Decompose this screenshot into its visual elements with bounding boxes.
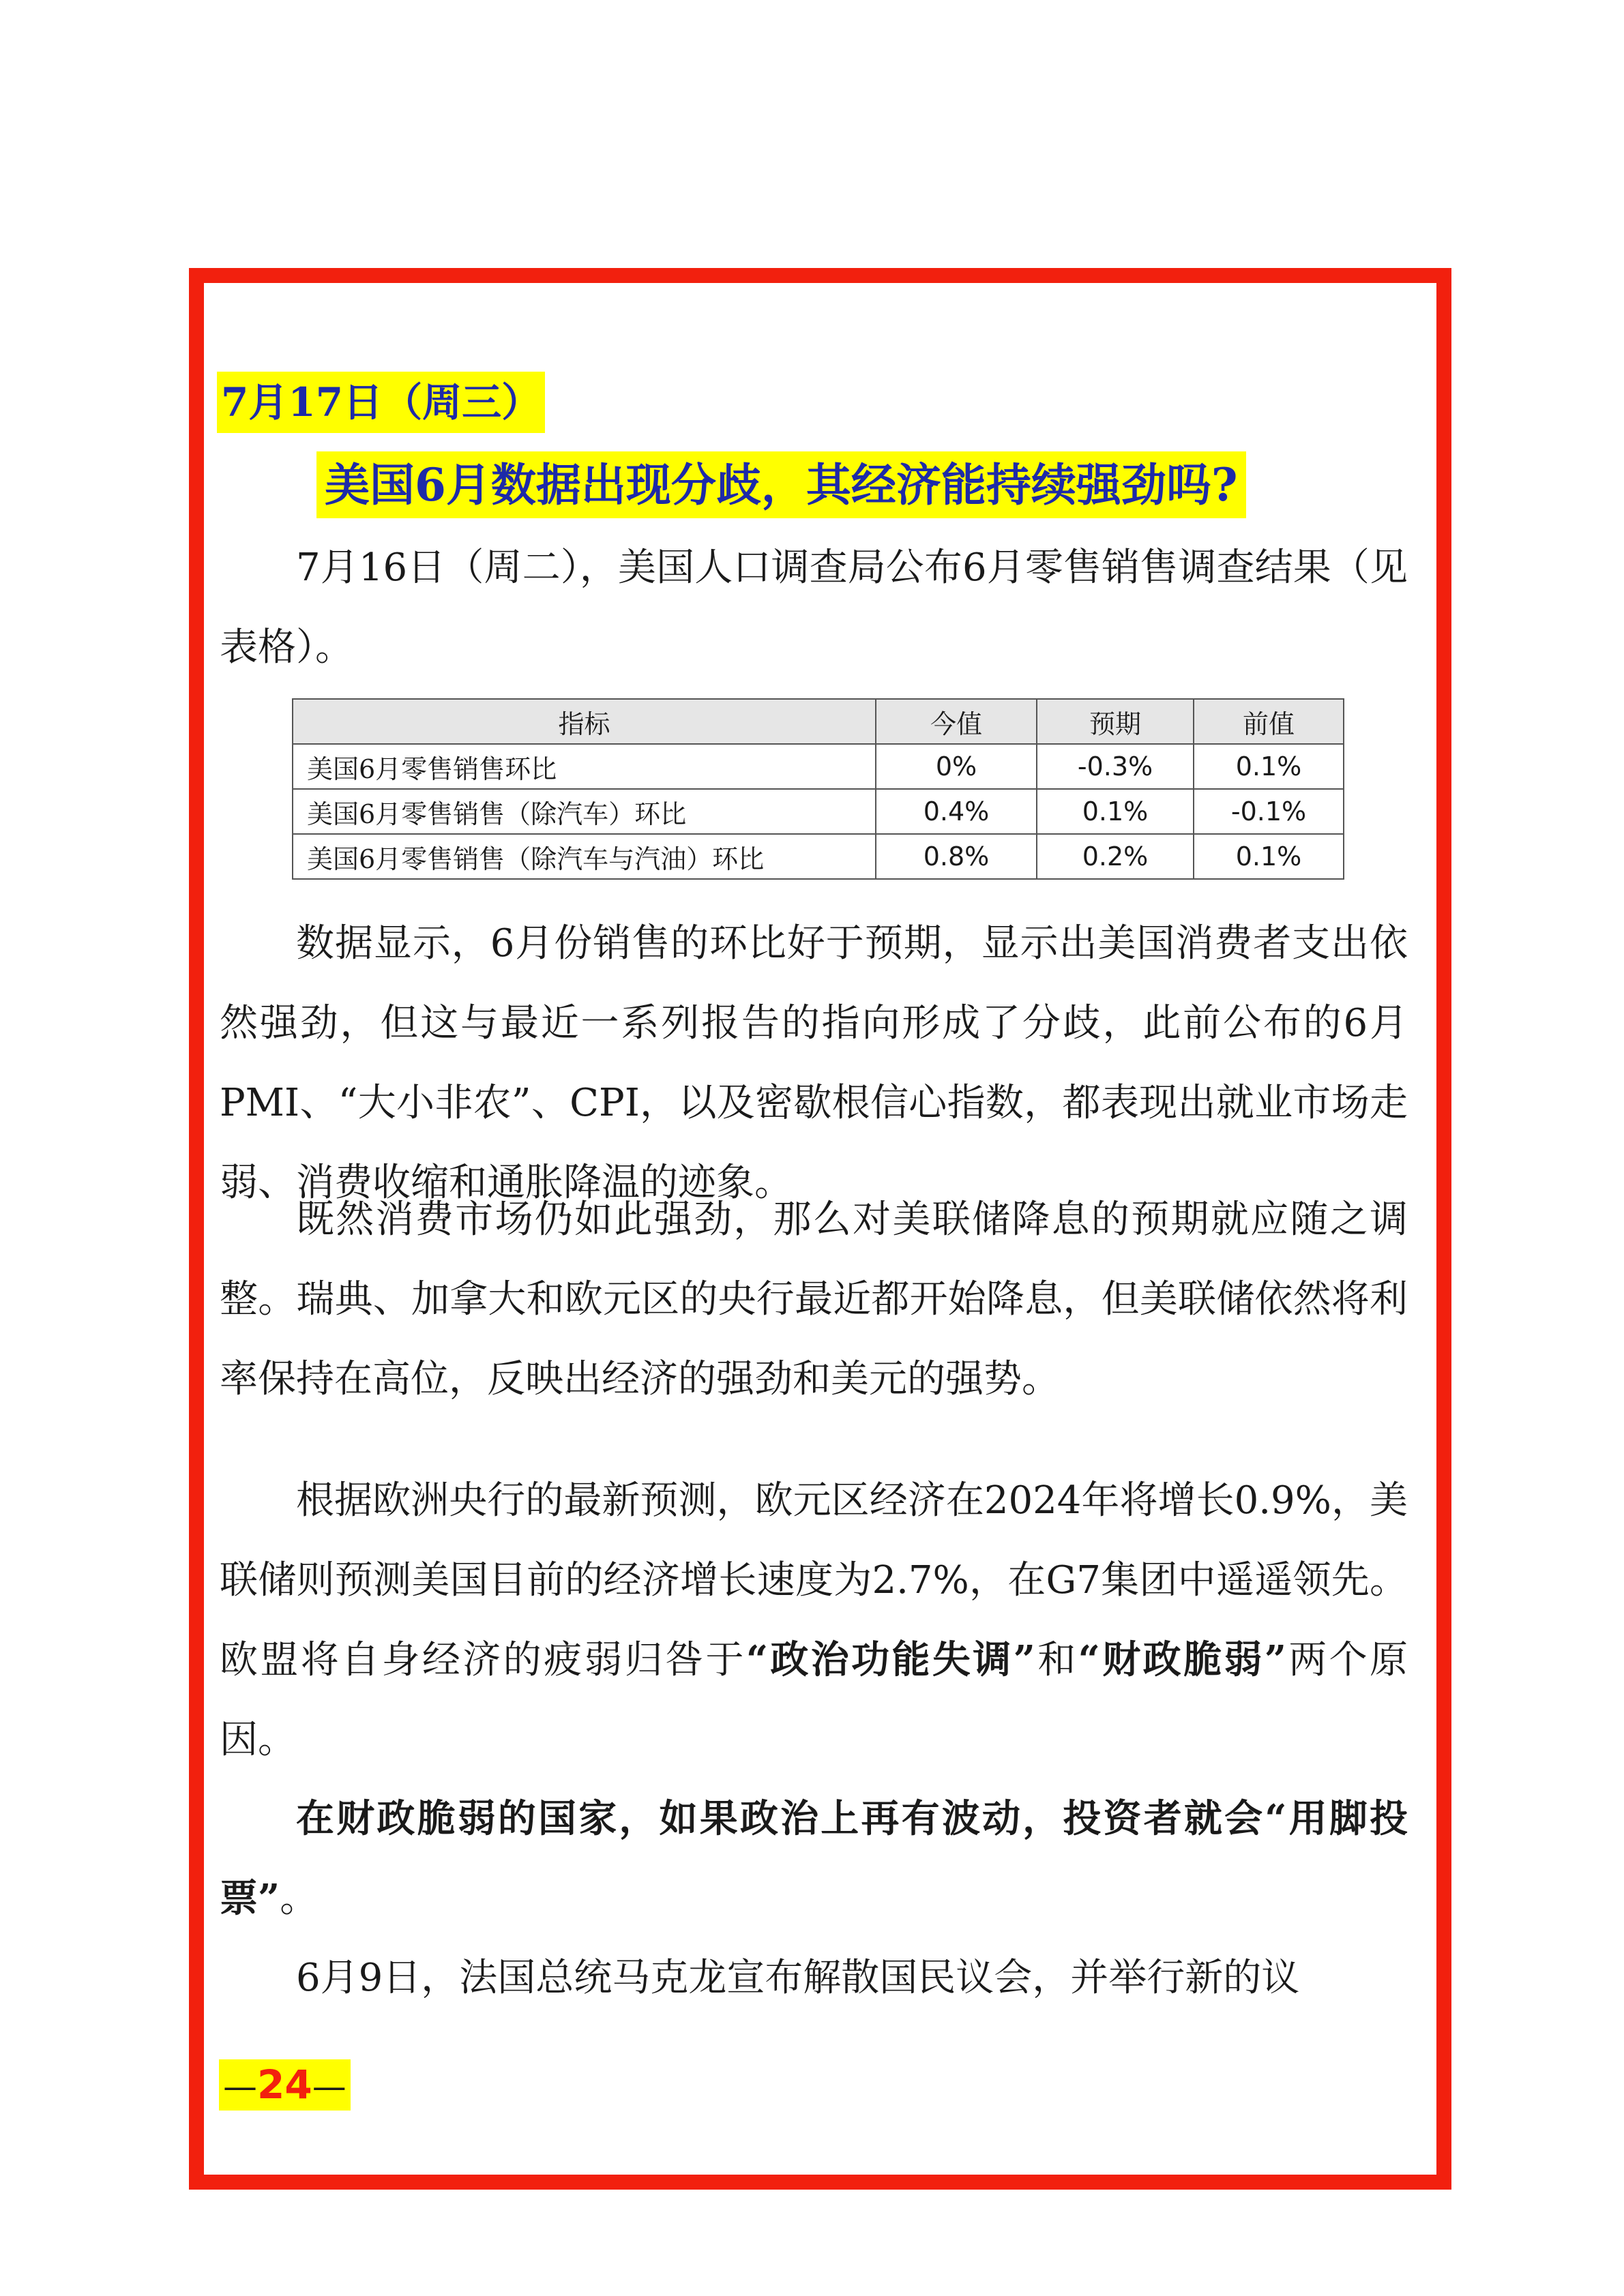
page-dash-right: — [312, 2067, 346, 2106]
page-number: 24 [257, 2061, 312, 2108]
page-number-footer [219, 2059, 351, 2111]
header-previous: 前值 [1194, 699, 1344, 744]
cell-forecast: -0.3% [1037, 744, 1194, 789]
cell-forecast: 0.1% [1037, 789, 1194, 834]
p5-bold-text: 在财政脆弱的国家，如果政治上再有波动，投资者就会“用脚投票” [220, 1796, 1408, 1921]
paragraph-investor-vote [220, 1779, 1408, 1939]
p4-bold-political: “政治功能失调” [745, 1637, 1035, 1682]
cell-previous: 0.1% [1194, 834, 1344, 879]
cell-previous: 0.1% [1194, 744, 1344, 789]
paragraph-intro: 7月16日（周二），美国人口调查局公布6月零售销售调查结果（见表格）。 [220, 546, 1408, 670]
cell-indicator: 美国6月零售销售环比 [293, 744, 876, 789]
p4-bold-fiscal: “财政脆弱” [1078, 1637, 1286, 1682]
cell-indicator: 美国6月零售销售（除汽车与汽油）环比 [293, 834, 876, 879]
p4-text-part1: 根据欧洲央行的最新预测，欧元区经济在2024年将增长0.9%，美联储则预测美国目前的经济增长速度为2.7%，在G7集团中遥遥领先。欧盟将自身经济的疲弱归咎于 [220, 1478, 1408, 1682]
cell-indicator: 美国6月零售销售（除汽车）环比 [293, 789, 876, 834]
p5-tail: 。 [280, 1877, 319, 1921]
page-dash-left: — [223, 2067, 257, 2106]
retail-sales-table [292, 698, 1344, 880]
table-row [293, 744, 1344, 789]
p4-text-part2: 和 [1035, 1638, 1078, 1682]
cell-forecast: 0.2% [1037, 834, 1194, 879]
header-indicator: 指标 [293, 699, 876, 744]
table-header-row [293, 699, 1344, 744]
table-row [293, 834, 1344, 879]
cell-actual: 0.4% [876, 789, 1037, 834]
p4-text-part3: 两个原因。 [220, 1638, 1408, 1762]
header-actual: 今值 [876, 699, 1037, 744]
date-heading: 7月17日（周三） [217, 372, 545, 433]
header-forecast: 预期 [1037, 699, 1194, 744]
table-row [293, 789, 1344, 834]
cell-actual: 0% [876, 744, 1037, 789]
cell-actual: 0.8% [876, 834, 1037, 879]
cell-previous: -0.1% [1194, 789, 1344, 834]
paragraph-eurozone-forecast [220, 1461, 1408, 1780]
paragraph-data-analysis: 数据显示，6月份销售的环比好于预期，显示出美国消费者支出依然强劲，但这与最近一系列报告的指向形成了分歧，此前公布的6月PMI、“大小非农”、CPI，以及密歇根信心指数，都表现出就业市场走弱、消费收缩和通胀降温的迹象。 [220, 921, 1408, 1205]
article-title: 美国6月数据出现分歧，其经济能持续强劲吗? [316, 451, 1246, 518]
paragraph-france: 6月9日，法国总统马克龙宣布解散国民议会，并举行新的议 [296, 1956, 1300, 2000]
paragraph-rate-expectation: 既然消费市场仍如此强劲，那么对美联储降息的预期就应随之调整。瑞典、加拿大和欧元区的央行最近都开始降息，但美联储依然将利率保持在高位，反映出经济的强劲和美元的强势。 [220, 1197, 1408, 1401]
